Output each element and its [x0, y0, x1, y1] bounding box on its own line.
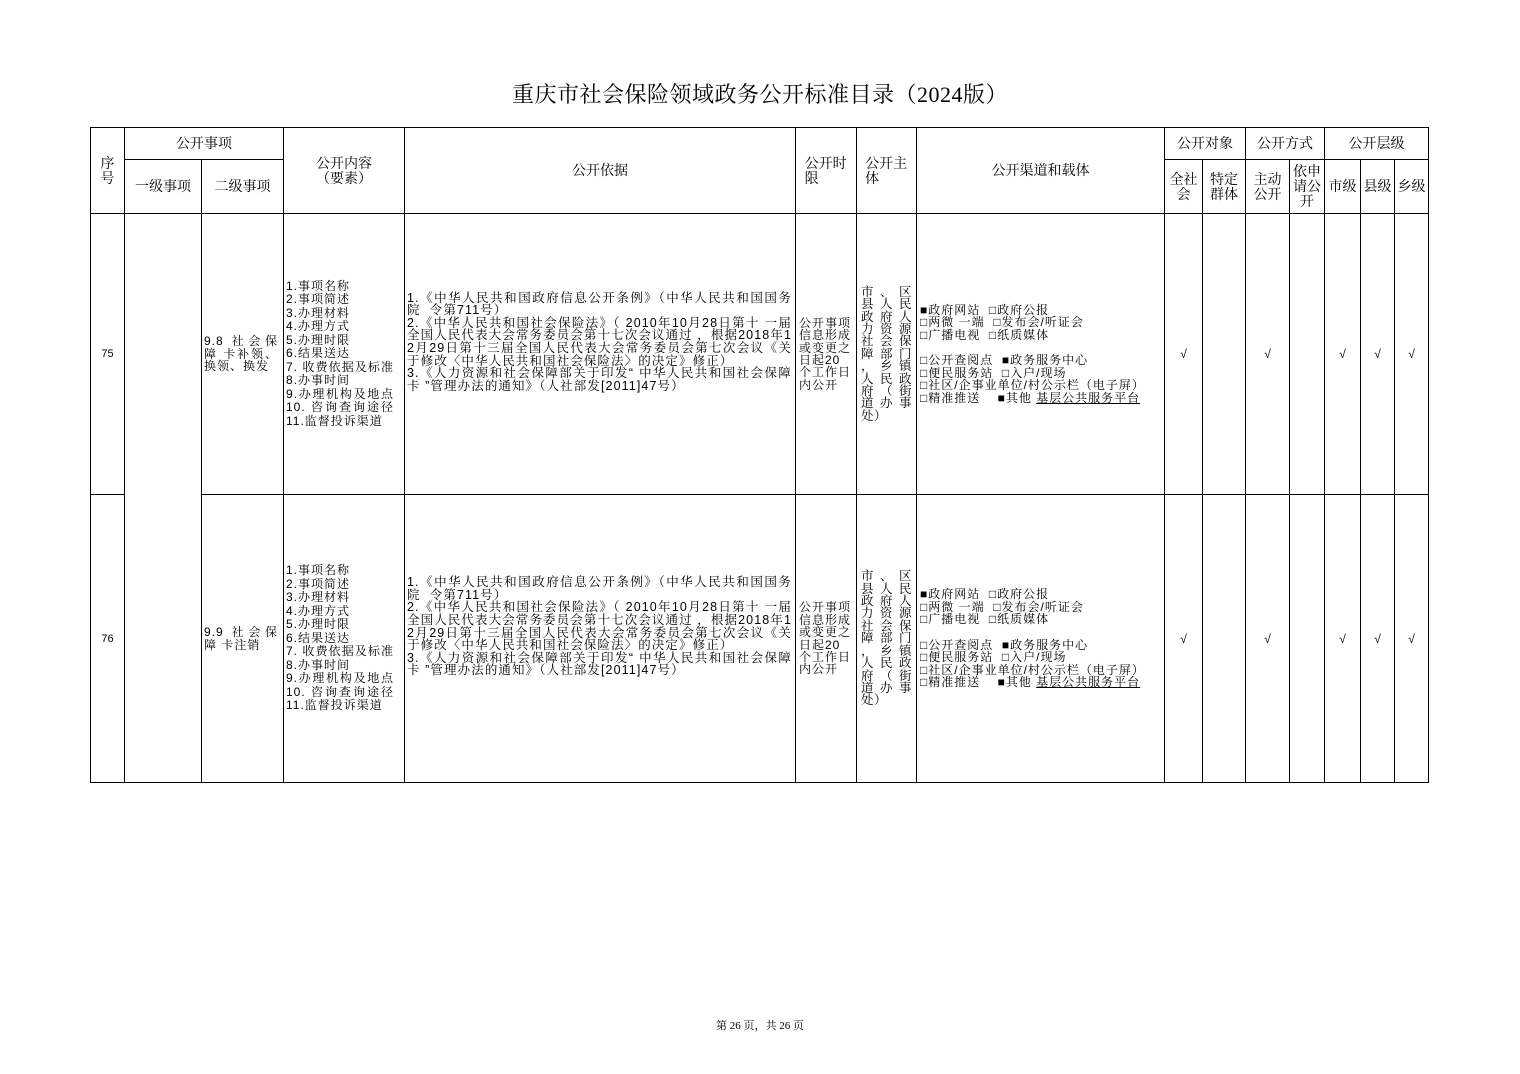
- header-content-line2: （要素）: [316, 169, 372, 186]
- channel-line: ■政府网站 □政府公报: [920, 302, 1050, 317]
- cell-level1-item: [125, 214, 202, 783]
- channel-line: □便民服务站 □入户/现场: [920, 365, 1067, 380]
- channel-line: ■政府网站 □政府公报: [920, 587, 1050, 602]
- header-basis: 公开依据: [405, 128, 796, 214]
- content-line: 5.办理时限: [286, 617, 351, 632]
- cell-seq: 75: [91, 214, 125, 495]
- cell-seq: 76: [91, 495, 125, 783]
- cell-level-county: √: [1361, 495, 1395, 783]
- content-line: 4.办理方式: [286, 319, 351, 334]
- channel-line: □社区/企事业单位/村公示栏（电子屏）: [920, 378, 1145, 393]
- header-row-1: [91, 128, 1429, 160]
- cell-level-city: √: [1325, 495, 1361, 783]
- header-content: [284, 128, 405, 214]
- page-title: 重庆市社会保险领域政务公开标准目录（2024版）: [511, 82, 1008, 107]
- content-line: 6.结果送达: [286, 346, 351, 361]
- content-line: 7. 收费依据及标准 8.办事时间: [286, 359, 399, 388]
- content-line: 2.事项简述: [286, 576, 351, 591]
- cell-basis: [405, 495, 796, 783]
- cell-method-request: [1290, 495, 1325, 783]
- header-seq: 序号: [91, 128, 125, 214]
- header-audience-group: 公开对象: [1165, 128, 1246, 160]
- header-method-group: 公开方式: [1246, 128, 1325, 160]
- cell-content: [284, 495, 405, 783]
- header-subject-label: 公开主体: [865, 154, 908, 186]
- cell-audience-specific: [1203, 495, 1246, 783]
- basis-item: 3.《人力资源和社会保障部关于印发“ 中华人民共和国社会保障卡 ”管理办法的通知》（人社部发[2011]47号）: [407, 650, 792, 678]
- basis-item: 1.《中华人民共和国政府信息公开条例》（中华人民共和国国务院 令第711号）: [407, 290, 792, 318]
- cell-audience-all: √: [1165, 495, 1203, 783]
- header-level-town: 乡级: [1395, 160, 1429, 214]
- basis-item: 3.《人力资源和社会保障部关于印发“ 中华人民共和国社会保障卡 ”管理办法的通知》（人社部发[2011]47号）: [407, 366, 792, 393]
- content-line: 7. 收费依据及标准 8.办事时间: [286, 644, 399, 672]
- header-subject: [857, 128, 917, 214]
- channel-line: □两微 一端 □发布会/听证会: [920, 599, 1084, 614]
- cell-time-limit: 公开事项信息形成或变更之日起20个工作日内公开: [796, 214, 857, 495]
- cell-time-limit: 公开事项信息形成或变更之日起20个工作日内公开: [796, 495, 857, 783]
- content-line: 9.办理机构及地点 10. 咨询查询途径 11.监督投诉渠道: [286, 671, 403, 713]
- channel-line: [920, 676, 1161, 689]
- header-level-city: 市级: [1325, 160, 1361, 214]
- content-line: 9.办理机构及地点 10. 咨询查询途径 11.监督投诉渠道: [286, 386, 403, 428]
- channel-line: □广播电视 □纸质媒体: [920, 612, 1050, 627]
- header-item-group: 公开事项: [125, 128, 284, 160]
- header-method-active: 主动公开: [1246, 160, 1290, 214]
- cell-method-active: √: [1246, 214, 1290, 495]
- content-line: 3.办理材料: [286, 305, 351, 320]
- table-row: [91, 214, 1429, 495]
- channel-group: [920, 588, 1161, 626]
- channel-line: □广播电视 □纸质媒体: [920, 327, 1050, 342]
- header-audience-all: 全社会: [1165, 160, 1203, 214]
- cell-subject: 市、区县人民政府人力资源社会保障部门，乡镇人民政府（街道办事处）: [857, 495, 917, 783]
- content-line: 2.事项简述: [286, 292, 351, 307]
- content-line: 6.结果送达: [286, 630, 351, 645]
- cell-audience-all: √: [1165, 214, 1203, 495]
- cell-channels: [917, 495, 1165, 783]
- cell-subject: 市、区县人民政府人力资源社会保障部门，乡镇人民政府（街道办事处）: [857, 214, 917, 495]
- page-footer: 第 26 页，共 26 页: [716, 1020, 804, 1032]
- channel-other-value: 基层公共服务平台: [1036, 675, 1141, 690]
- cell-audience-specific: [1203, 214, 1246, 495]
- channel-last-prefix: □精准推送 ■其他: [920, 390, 1037, 405]
- content-line: 1.事项名称: [286, 563, 351, 578]
- content-line: 4.办理方式: [286, 603, 351, 618]
- channel-group: [920, 639, 1161, 689]
- content-line: 3.办理材料: [286, 590, 351, 605]
- channel-line: [920, 392, 1161, 405]
- header-method-request: 依申请公开: [1290, 160, 1325, 214]
- cell-channels: [917, 214, 1165, 495]
- cell-level-city: √: [1325, 214, 1361, 495]
- header-level-group: 公开层级: [1325, 128, 1429, 160]
- content-line: 1.事项名称: [286, 278, 351, 293]
- channel-line: □两微 一端 □发布会/听证会: [920, 315, 1084, 330]
- header-time-limit: [796, 128, 857, 214]
- channel-group: [920, 354, 1161, 404]
- content-line: 5.办理时限: [286, 332, 351, 347]
- cell-level-county: √: [1361, 214, 1395, 495]
- header-time-limit-label: 公开时限: [804, 154, 847, 186]
- cell-level2-item: 9.8 社会保障 卡补领、换领、换发: [202, 214, 284, 495]
- header-content-line1: 公开内容: [316, 154, 372, 171]
- table-row: [91, 495, 1429, 783]
- cell-level-town: √: [1395, 495, 1429, 783]
- header-level-county: 县级: [1361, 160, 1395, 214]
- cell-level-town: √: [1395, 214, 1429, 495]
- channel-last-prefix: □精准推送 ■其他: [920, 675, 1037, 690]
- channel-group: [920, 304, 1161, 342]
- cell-content: [284, 214, 405, 495]
- basis-item: 2.《中华人民共和国社会保险法》（ 2010年10月28日第十 一届全国人民代表大会常务委员会第十七次会议通过 ，根据2018年12月29日第十三届全国人民代表大会常务委员会第七次会议《关于修改〈中华人民共和国社会保险法〉的决定》修正）: [407, 600, 792, 653]
- channel-line: □便民服务站 □入户/现场: [920, 650, 1067, 665]
- header-level2: 二级事项: [202, 160, 284, 214]
- cell-basis: [405, 214, 796, 495]
- cell-method-request: [1290, 214, 1325, 495]
- header-channels: 公开渠道和载体: [917, 128, 1165, 214]
- channel-line: □社区/企事业单位/村公示栏（电子屏）: [920, 662, 1145, 677]
- basis-item: 1.《中华人民共和国政府信息公开条例》（中华人民共和国国务院 令第711号）: [407, 575, 792, 602]
- header-level1: 一级事项: [125, 160, 202, 214]
- channel-line: □公开查阅点 ■政务服务中心: [920, 637, 1089, 652]
- catalog-table: [90, 127, 1429, 783]
- channel-line: □公开查阅点 ■政务服务中心: [920, 353, 1089, 367]
- cell-level2-item: 9.9 社会保障 卡注销: [202, 495, 284, 783]
- basis-item: 2.《中华人民共和国社会保险法》（ 2010年10月28日第十 一届全国人民代表大会常务委员会第十七次会议通过 ，根据2018年12月29日第十三届全国人民代表大会常务委员会第七次会议《关于修改〈中华人民共和国社会保险法〉的决定》修正）: [407, 315, 792, 368]
- header-audience-specific: 特定群体: [1203, 160, 1246, 214]
- channel-other-value: 基层公共服务平台: [1036, 390, 1141, 405]
- cell-method-active: √: [1246, 495, 1290, 783]
